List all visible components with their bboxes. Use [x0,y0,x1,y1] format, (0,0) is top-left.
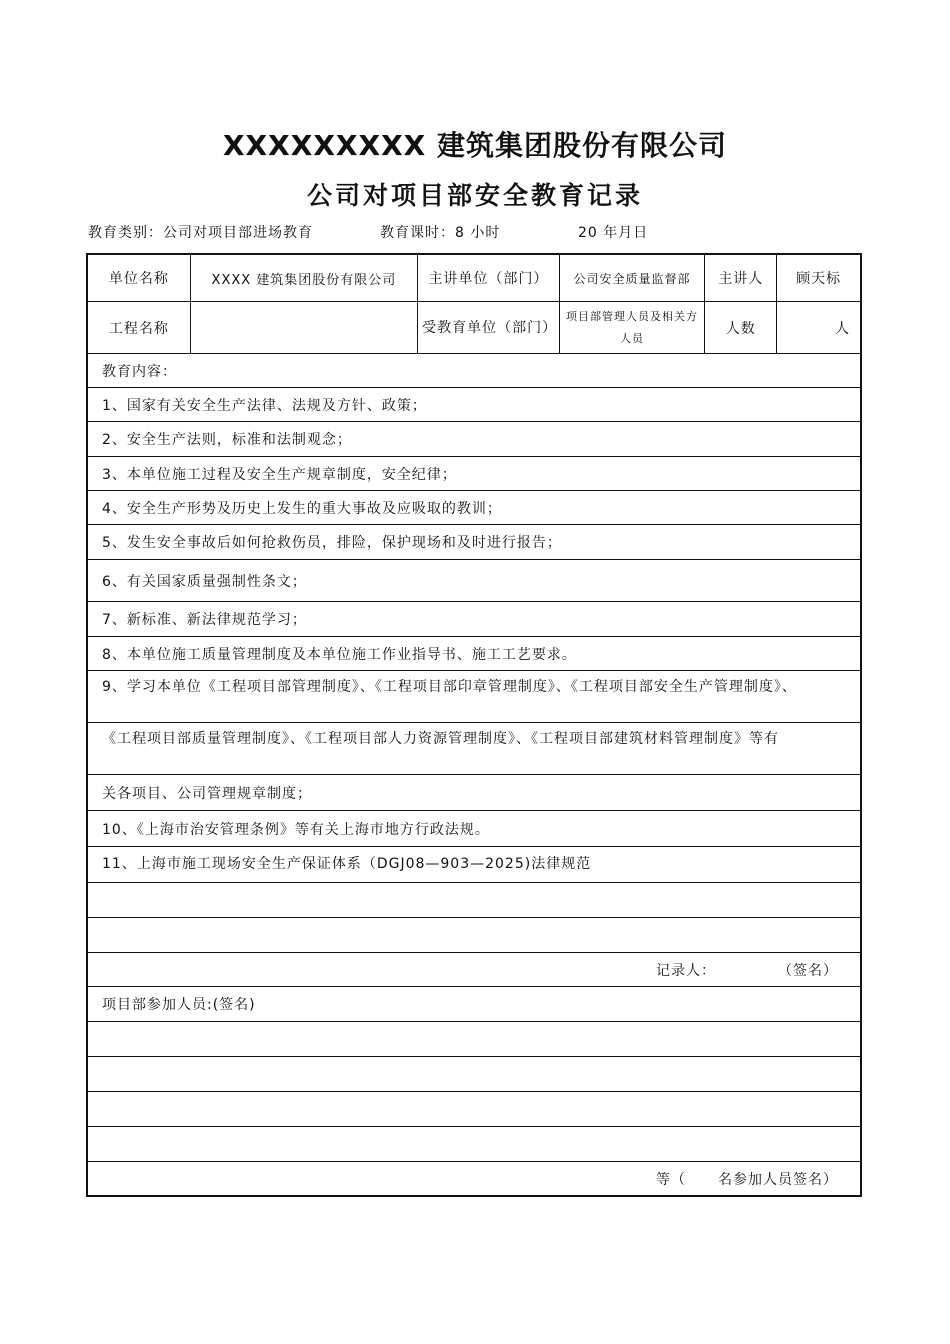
content-item [88,601,860,636]
lecturer-value: 顾天标 [776,255,860,301]
content-item [88,387,860,421]
content-item-text: 2、安全生产法则，标准和法制观念； [102,432,352,448]
content-heading: 教育内容： [102,363,177,380]
content-item-text: 关各项目、公司管理规章制度； [102,785,312,802]
content-item-text: 3、本单位施工过程及安全生产规章制度，安全纪律； [102,466,457,483]
recorder-signature [88,953,860,986]
education-category: 教育类别：公司对项目部进场教育 [88,225,313,241]
content-item-text: 6、有关国家质量强制性条文； [102,573,307,590]
content-item-text: 《工程项目部质量管理制度》、《工程项目部人力资源管理制度》、《工程项目部建筑材料管理制度》等有 [102,731,779,747]
unit-name-value: XXXX 建筑集团股份有限公司 [190,255,417,301]
content-item [88,490,860,524]
total-signature-count [88,1162,860,1195]
info-row-unit [88,255,860,301]
lecture-unit-label: 主讲单位（部门） [417,255,559,301]
participants-label: 项目部参加人员:(签名) [102,997,256,1013]
lecture-unit-value: 公司安全质量监督部 [559,255,705,301]
count-label: 人数 [704,302,776,353]
content-item-text: 5、发生安全事故后如何抢救伤员，排险，保护现场和及时进行报告； [102,535,562,551]
content-item [88,846,860,882]
content-item-text: 1、国家有关安全生产法律、法规及方针、政策； [102,397,427,414]
total-suffix: 名参加人员签名） [718,1171,838,1188]
content-item-text: 10、《上海市治安管理条例》等有关上海市地方行政法规。 [102,821,490,838]
content-item [88,636,860,670]
total-prefix: 等（ [656,1171,686,1188]
educated-unit-value: 项目部管理人员及相关方人员 [559,302,705,353]
project-name-label: 工程名称 [108,320,169,337]
unit-name-label: 单位名称 [108,271,169,287]
company-title: XXXXXXXXX 建筑集团股份有限公司 [222,129,728,162]
info-row-project [88,301,860,353]
educated-unit-label: 受教育单位（部门） [417,302,559,353]
recorder-sign-hint: （签名） [778,962,838,979]
participants-heading-row [88,986,860,1021]
content-item [88,456,860,490]
content-item [88,722,860,774]
signature-row [88,1021,860,1056]
education-record-table [86,253,862,1197]
blank-row [88,882,860,917]
signature-row [88,1091,860,1126]
lecturer-label: 主讲人 [704,255,776,301]
content-item-text: 4、安全生产形势及历史上发生的重大事故及应吸取的教训； [102,500,502,517]
content-item [88,670,860,722]
content-item-text: 9、学习本单位《工程项目部管理制度》、《工程项目部印章管理制度》、《工程项目部安全生产管理制度》、 [102,679,797,695]
project-name-value [190,302,417,353]
count-value: 人 [776,302,860,353]
document-title: 公司对项目部安全教育记录 [306,181,643,210]
education-hours: 教育课时：8 小时 [380,225,501,241]
recorder-row [88,952,860,986]
content-heading-row [88,353,860,387]
signature-row [88,1056,860,1091]
signature-row [88,1126,860,1161]
content-item-text: 8、本单位施工质量管理制度及本单位施工作业指导书、施工工艺要求。 [102,646,577,663]
content-item [88,810,860,846]
content-item [88,421,860,456]
content-item-text: 7、新标准、新法律规范学习； [102,612,307,628]
content-item [88,559,860,601]
content-item [88,774,860,810]
content-item-text: 11、上海市施工现场安全生产保证体系（DGJ08—903—2025)法律规范 [102,856,592,872]
blank-row [88,917,860,952]
recorder-label: 记录人： [656,962,716,979]
content-item [88,524,860,559]
education-date: 20 年月日 [578,225,649,241]
total-row [88,1161,860,1195]
